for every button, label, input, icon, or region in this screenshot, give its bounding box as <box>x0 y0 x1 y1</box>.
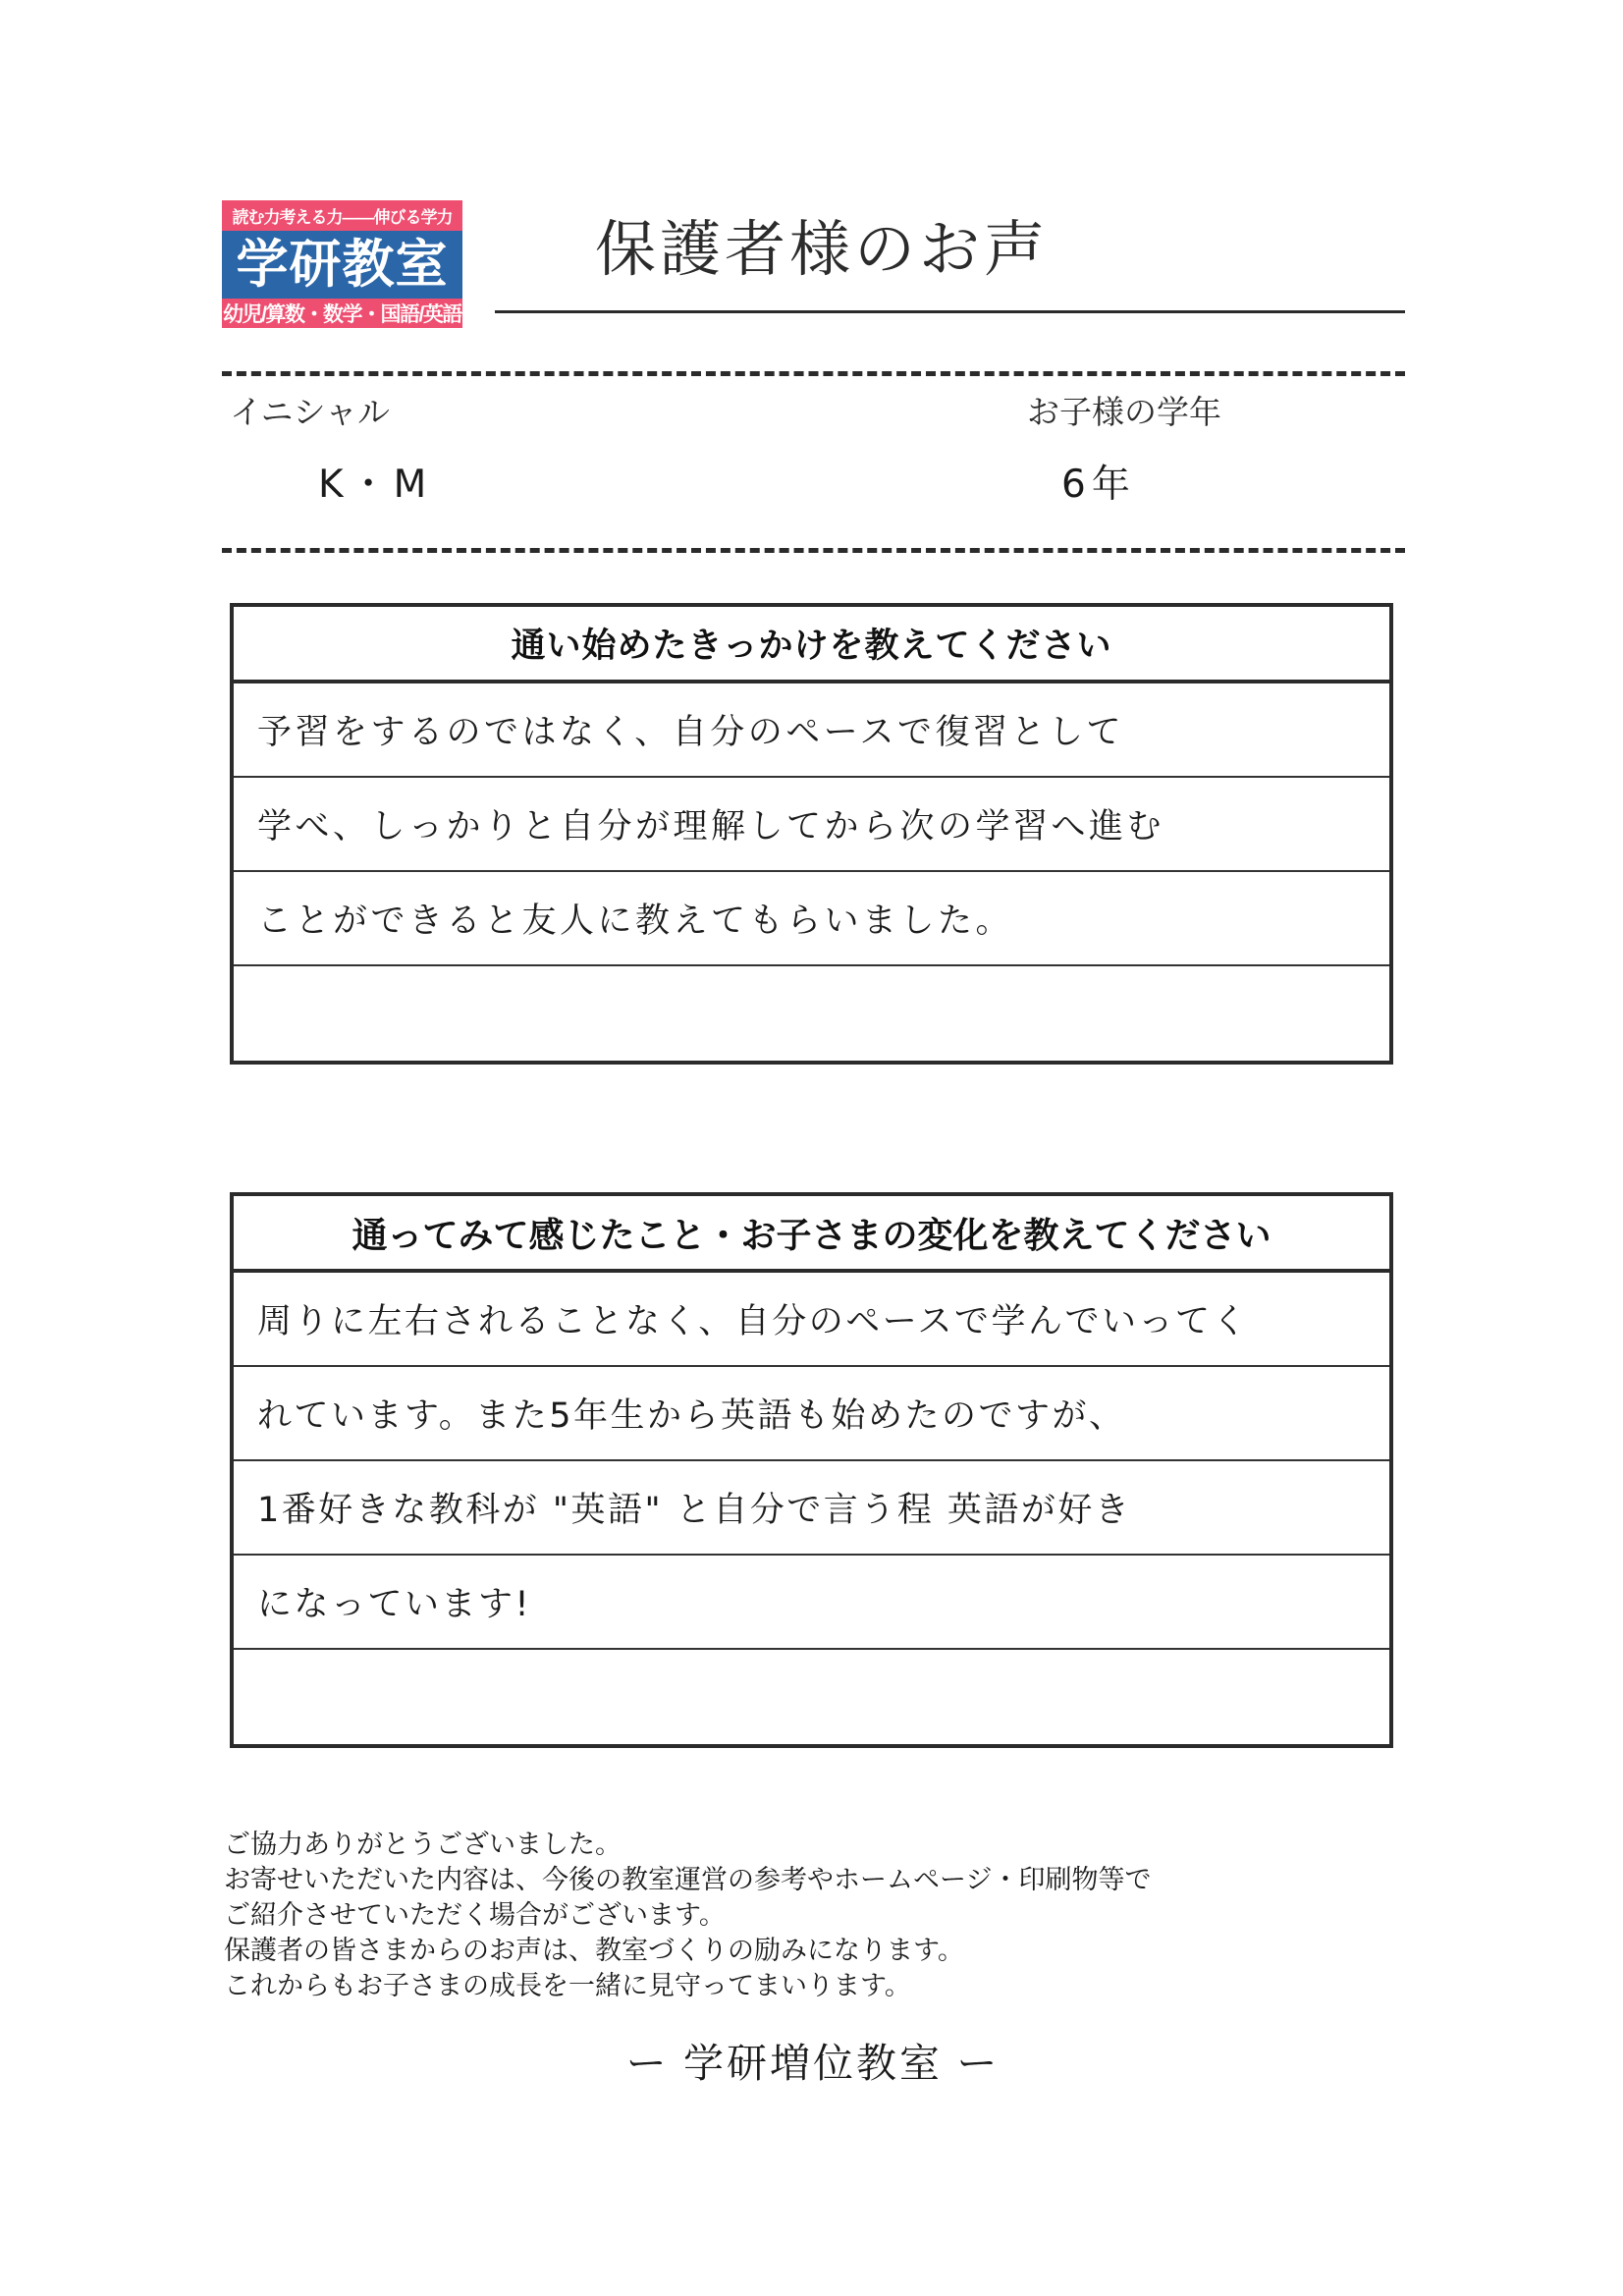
answer-text: 学べ、しっかりと自分が理解してから次の学習へ進む <box>257 807 1165 847</box>
question-box-2 <box>230 1192 1393 1748</box>
answer-text: れています。また5年生から英語も始めたのですが、 <box>257 1396 1126 1436</box>
answer-text: 予習をするのではなく、自分のペースで復習として <box>257 713 1125 752</box>
grade-value: 6年 <box>1061 463 1136 507</box>
answer-line <box>234 1461 1389 1556</box>
footer-line: 保護者の皆さまからのお声は、教室づくりの励みになります。 <box>224 1935 964 1965</box>
classroom-signature: ー 学研増位教室 ー <box>625 2041 1001 2086</box>
gakken-classroom-logo <box>222 200 462 328</box>
footer-line: お寄せいただいた内容は、今後の教室運営の参考やホームページ・印刷物等で <box>224 1864 1152 1894</box>
grade-label: お子様の学年 <box>1027 394 1221 430</box>
identity-label-row <box>222 387 1405 433</box>
answer-text: 1番好きな教科が "英語" と自分で言う程 英語が好き <box>257 1491 1132 1530</box>
footer-line: ご紹介させていただく場合がございます。 <box>224 1899 726 1930</box>
identity-value-row <box>222 454 1405 509</box>
answer-line <box>234 872 1389 966</box>
question-1-heading: 通い始めたきっかけを教えてください <box>234 607 1389 683</box>
question-2-heading: 通ってみて感じたこと・お子さまの変化を教えてください <box>234 1196 1389 1273</box>
footer-note <box>224 1828 1402 2004</box>
answer-line <box>234 1556 1389 1650</box>
footer-line: ご協力ありがとうございました。 <box>224 1830 622 1859</box>
answer-text: になっています! <box>257 1585 532 1624</box>
answer-line <box>234 1367 1389 1461</box>
footer-line: これからもお子さまの成長を一緒に見守ってまいります。 <box>224 1970 911 2000</box>
question-box-1 <box>230 603 1393 1065</box>
initial-label: イニシャル <box>230 394 391 430</box>
logo-subjects: 幼児/算数・数学・国語/英語 <box>222 299 462 328</box>
identity-divider-top <box>222 371 1405 376</box>
logo-tagline: 読む力考える力――伸びる学力 <box>222 200 462 231</box>
answer-line <box>234 683 1389 778</box>
logo-brand-name: 学研教室 <box>222 231 462 299</box>
initial-value: K・M <box>318 463 433 507</box>
identity-divider-bottom <box>222 548 1405 553</box>
answer-text: ことができると友人に教えてもらいました。 <box>257 902 1014 941</box>
page-header <box>222 192 1405 340</box>
page-title: 保護者様のお声 <box>595 216 1050 284</box>
answer-line <box>234 778 1389 872</box>
answer-line <box>234 1273 1389 1367</box>
answer-text: 周りに左右されることなく、自分のペースで学んでいってく <box>257 1302 1250 1341</box>
answer-line <box>234 1650 1389 1744</box>
title-underline <box>495 310 1405 313</box>
answer-line <box>234 966 1389 1061</box>
page-title-block <box>495 192 1405 340</box>
